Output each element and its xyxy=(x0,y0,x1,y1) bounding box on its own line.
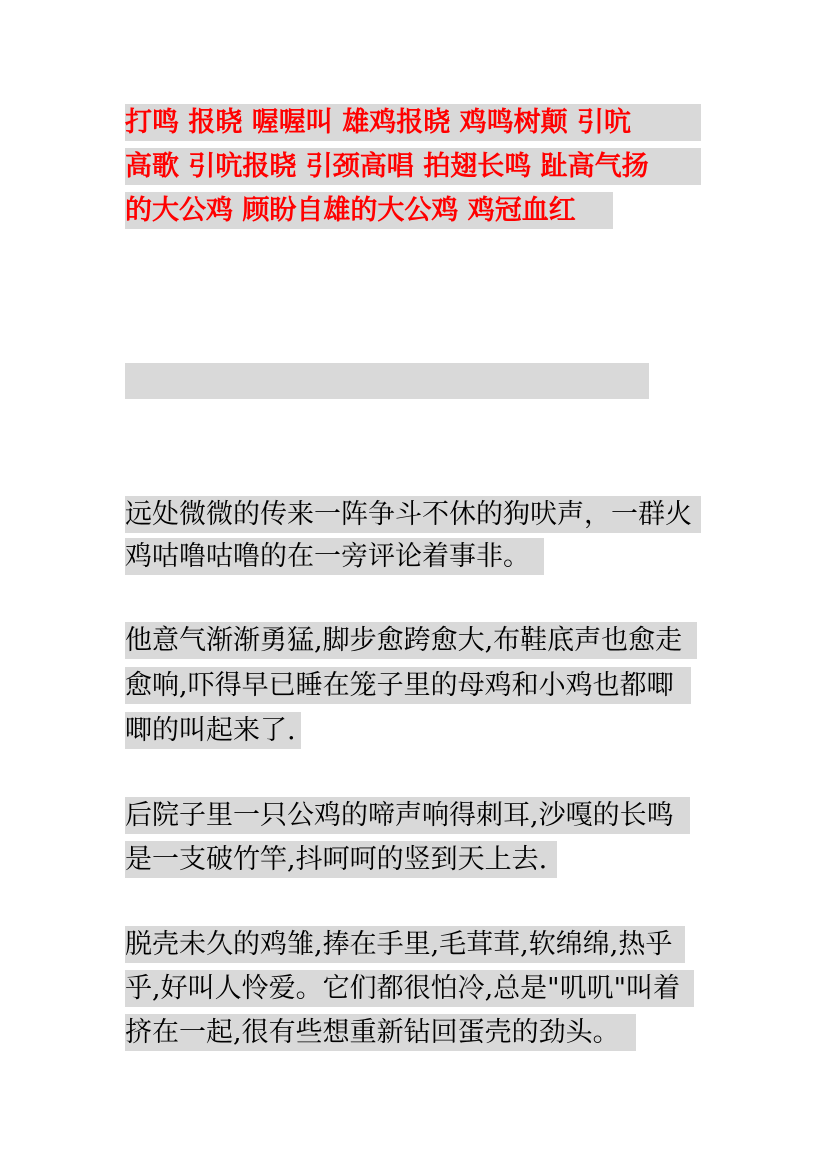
paragraph-2-line-1: 他意气渐渐勇猛,脚步愈跨愈大,布鞋底声也愈走 xyxy=(125,622,697,659)
paragraph-2-line-2: 愈响,吓得早已睡在笼子里的母鸡和小鸡也都唧 xyxy=(125,667,691,704)
paragraph-3-line-2: 是一支破竹竿,抖呵呵的竖到天上去. xyxy=(125,841,557,878)
paragraph-4-line-2: 乎,好叫人怜爱。它们都很怕冷,总是"叽叽"叫着 xyxy=(125,970,694,1007)
keyword-line-3: 的大公鸡 顾盼自雄的大公鸡 鸡冠血红 xyxy=(125,192,613,229)
keyword-line-1: 打鸣 报晓 喔喔叫 雄鸡报晓 鸡鸣树颠 引吭 xyxy=(125,104,701,141)
empty-highlight-bar xyxy=(125,363,649,399)
paragraph-2-line-3: 唧的叫起来了. xyxy=(125,712,301,749)
paragraph-3-line-1: 后院子里一只公鸡的啼声响得刺耳,沙嘎的长鸣 xyxy=(125,797,690,834)
keyword-line-2: 高歌 引吭报晓 引颈高唱 拍翅长鸣 趾高气扬 xyxy=(125,148,701,185)
paragraph-1-line-1: 远处微微的传来一阵争斗不休的狗吠声，一群火 xyxy=(125,496,701,533)
paragraph-4-line-1: 脱壳未久的鸡雏,捧在手里,毛茸茸,软绵绵,热乎 xyxy=(125,926,685,963)
paragraph-1-line-2: 鸡咕噜咕噜的在一旁评论着事非。 xyxy=(125,538,544,575)
paragraph-4-line-3: 挤在一起,很有些想重新钻回蛋壳的劲头。 xyxy=(125,1014,636,1051)
